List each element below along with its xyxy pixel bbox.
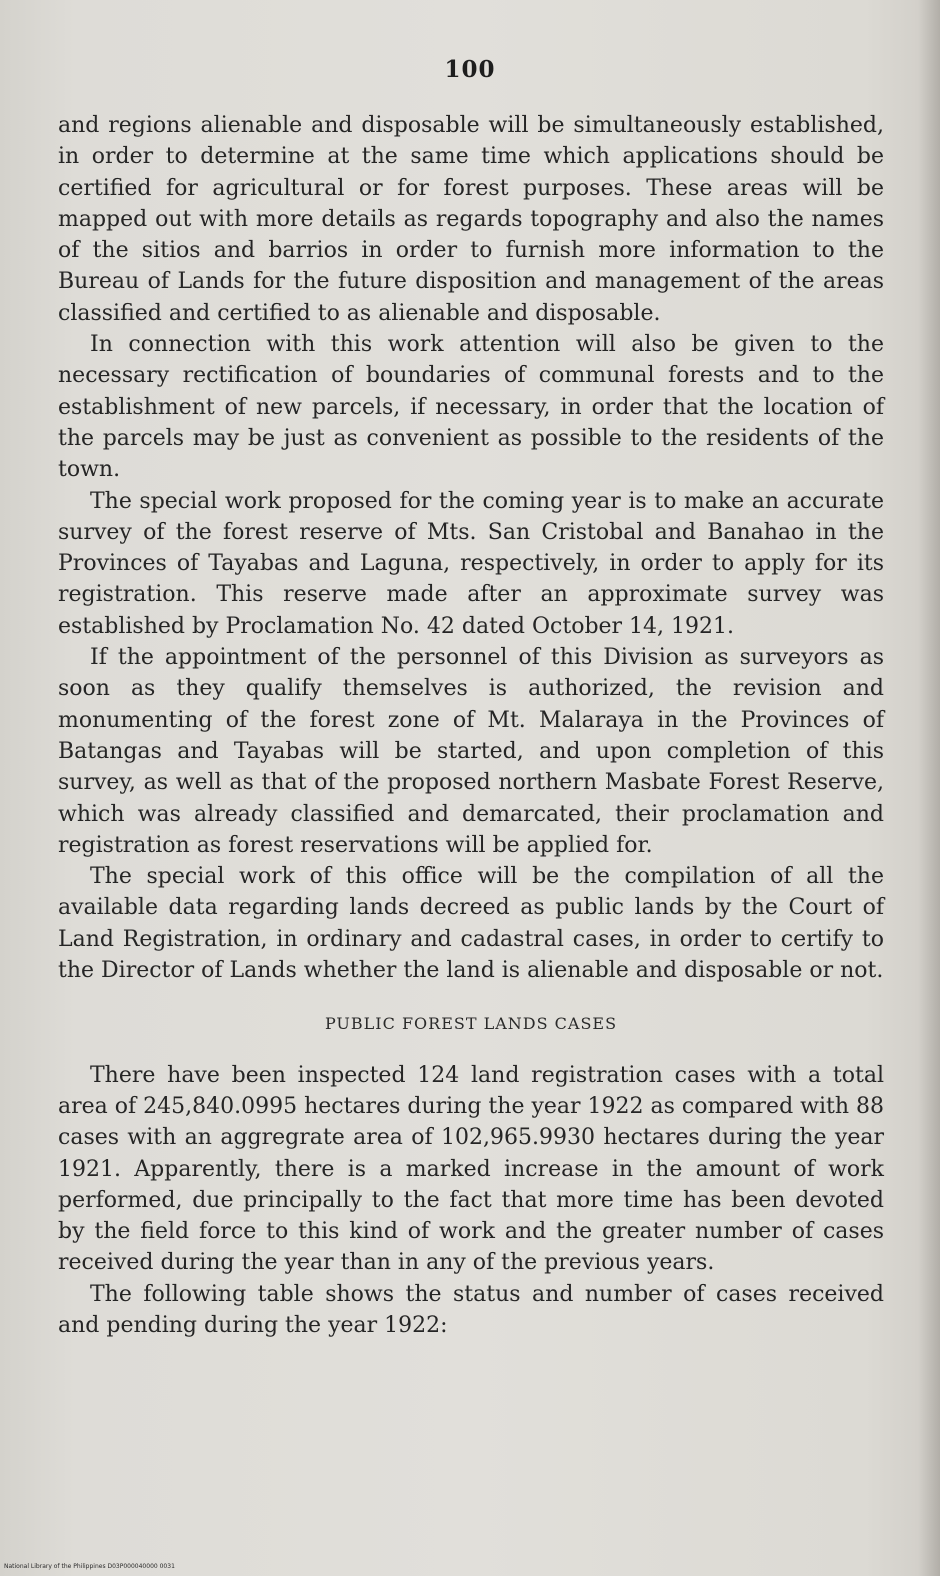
footer-credit: National Library of the Philippines D03P000040000 0031 bbox=[4, 1563, 175, 1570]
page-number: 100 bbox=[444, 56, 496, 83]
paragraph-inspected-cases: There have been inspected 124 land registration cases with a total area of 245,840.0995 hectares during the year 1922 as compared with 88 cases with an aggregrate area of 102,965.9930 hectares during the year 1921. Apparently, there is a marked increase in the amount of work performed, due principally to the fact that more time has been devoted by the field force to this kind of work and the greater number of cases received during the year than in any of the previous years. bbox=[58, 1062, 885, 1276]
paragraph-special-work-survey: The special work proposed for the coming year is to make an accurate survey of the forest reserve of Mts. San Cristobal and Banahao in the Provinces of Tayabas and Laguna, respectively, in order to apply for its registration. This reserve made after an approximate survey was established by Proclamation No. 42 dated October 14, 1921. bbox=[58, 488, 884, 639]
paragraph-table-intro: The following table shows the status and number of cases received and pending during the year 1922: bbox=[58, 1281, 884, 1338]
paragraph-communal-forests: In connection with this work attention will also be given to the necessary rectification of boundaries of communal forests and to the establishment of new parcels, if necessary, in order that the location of the parcels may be just as convenient as possible to the residents of the town. bbox=[58, 332, 884, 483]
paragraph-continued: and regions alienable and disposable will be simultaneously established, in order to determine at the same time which applications should be certified for agricultural or for forest purposes. These areas will be mapped out with more details as regards topography and also the names of the sitios and barrios in order to furnish more information to the Bureau of Lands for the future disposition and management of the areas classified and certified to as alienable and disposable. bbox=[58, 113, 884, 326]
body-text bbox=[58, 110, 884, 1341]
page-edge-shadow bbox=[918, 0, 940, 1576]
section-heading: PUBLIC FOREST LANDS CASES bbox=[324, 1014, 618, 1034]
paragraph-personnel-surveyors: If the appointment of the personnel of this Division as surveyors as soon as they qualify themselves is authorized, the revision and monumenting of the forest zone of Mt. Malaraya in the Provinces of Batangas and Tayabas will be started, and upon completion of this survey, as well as that of the proposed northern Masbate Forest Reserve, which was already classified and demarcated, their proclamation and registration as forest reservations will be applied for. bbox=[58, 645, 884, 858]
paragraph-special-work-compilation: The special work of this office will be the compilation of all the available data regarding lands decreed as public lands by the Court of Land Registration, in ordinary and cadastral cases, in order to certify to the Director of Lands whether the land is alienable and disposable or not. bbox=[58, 864, 884, 984]
